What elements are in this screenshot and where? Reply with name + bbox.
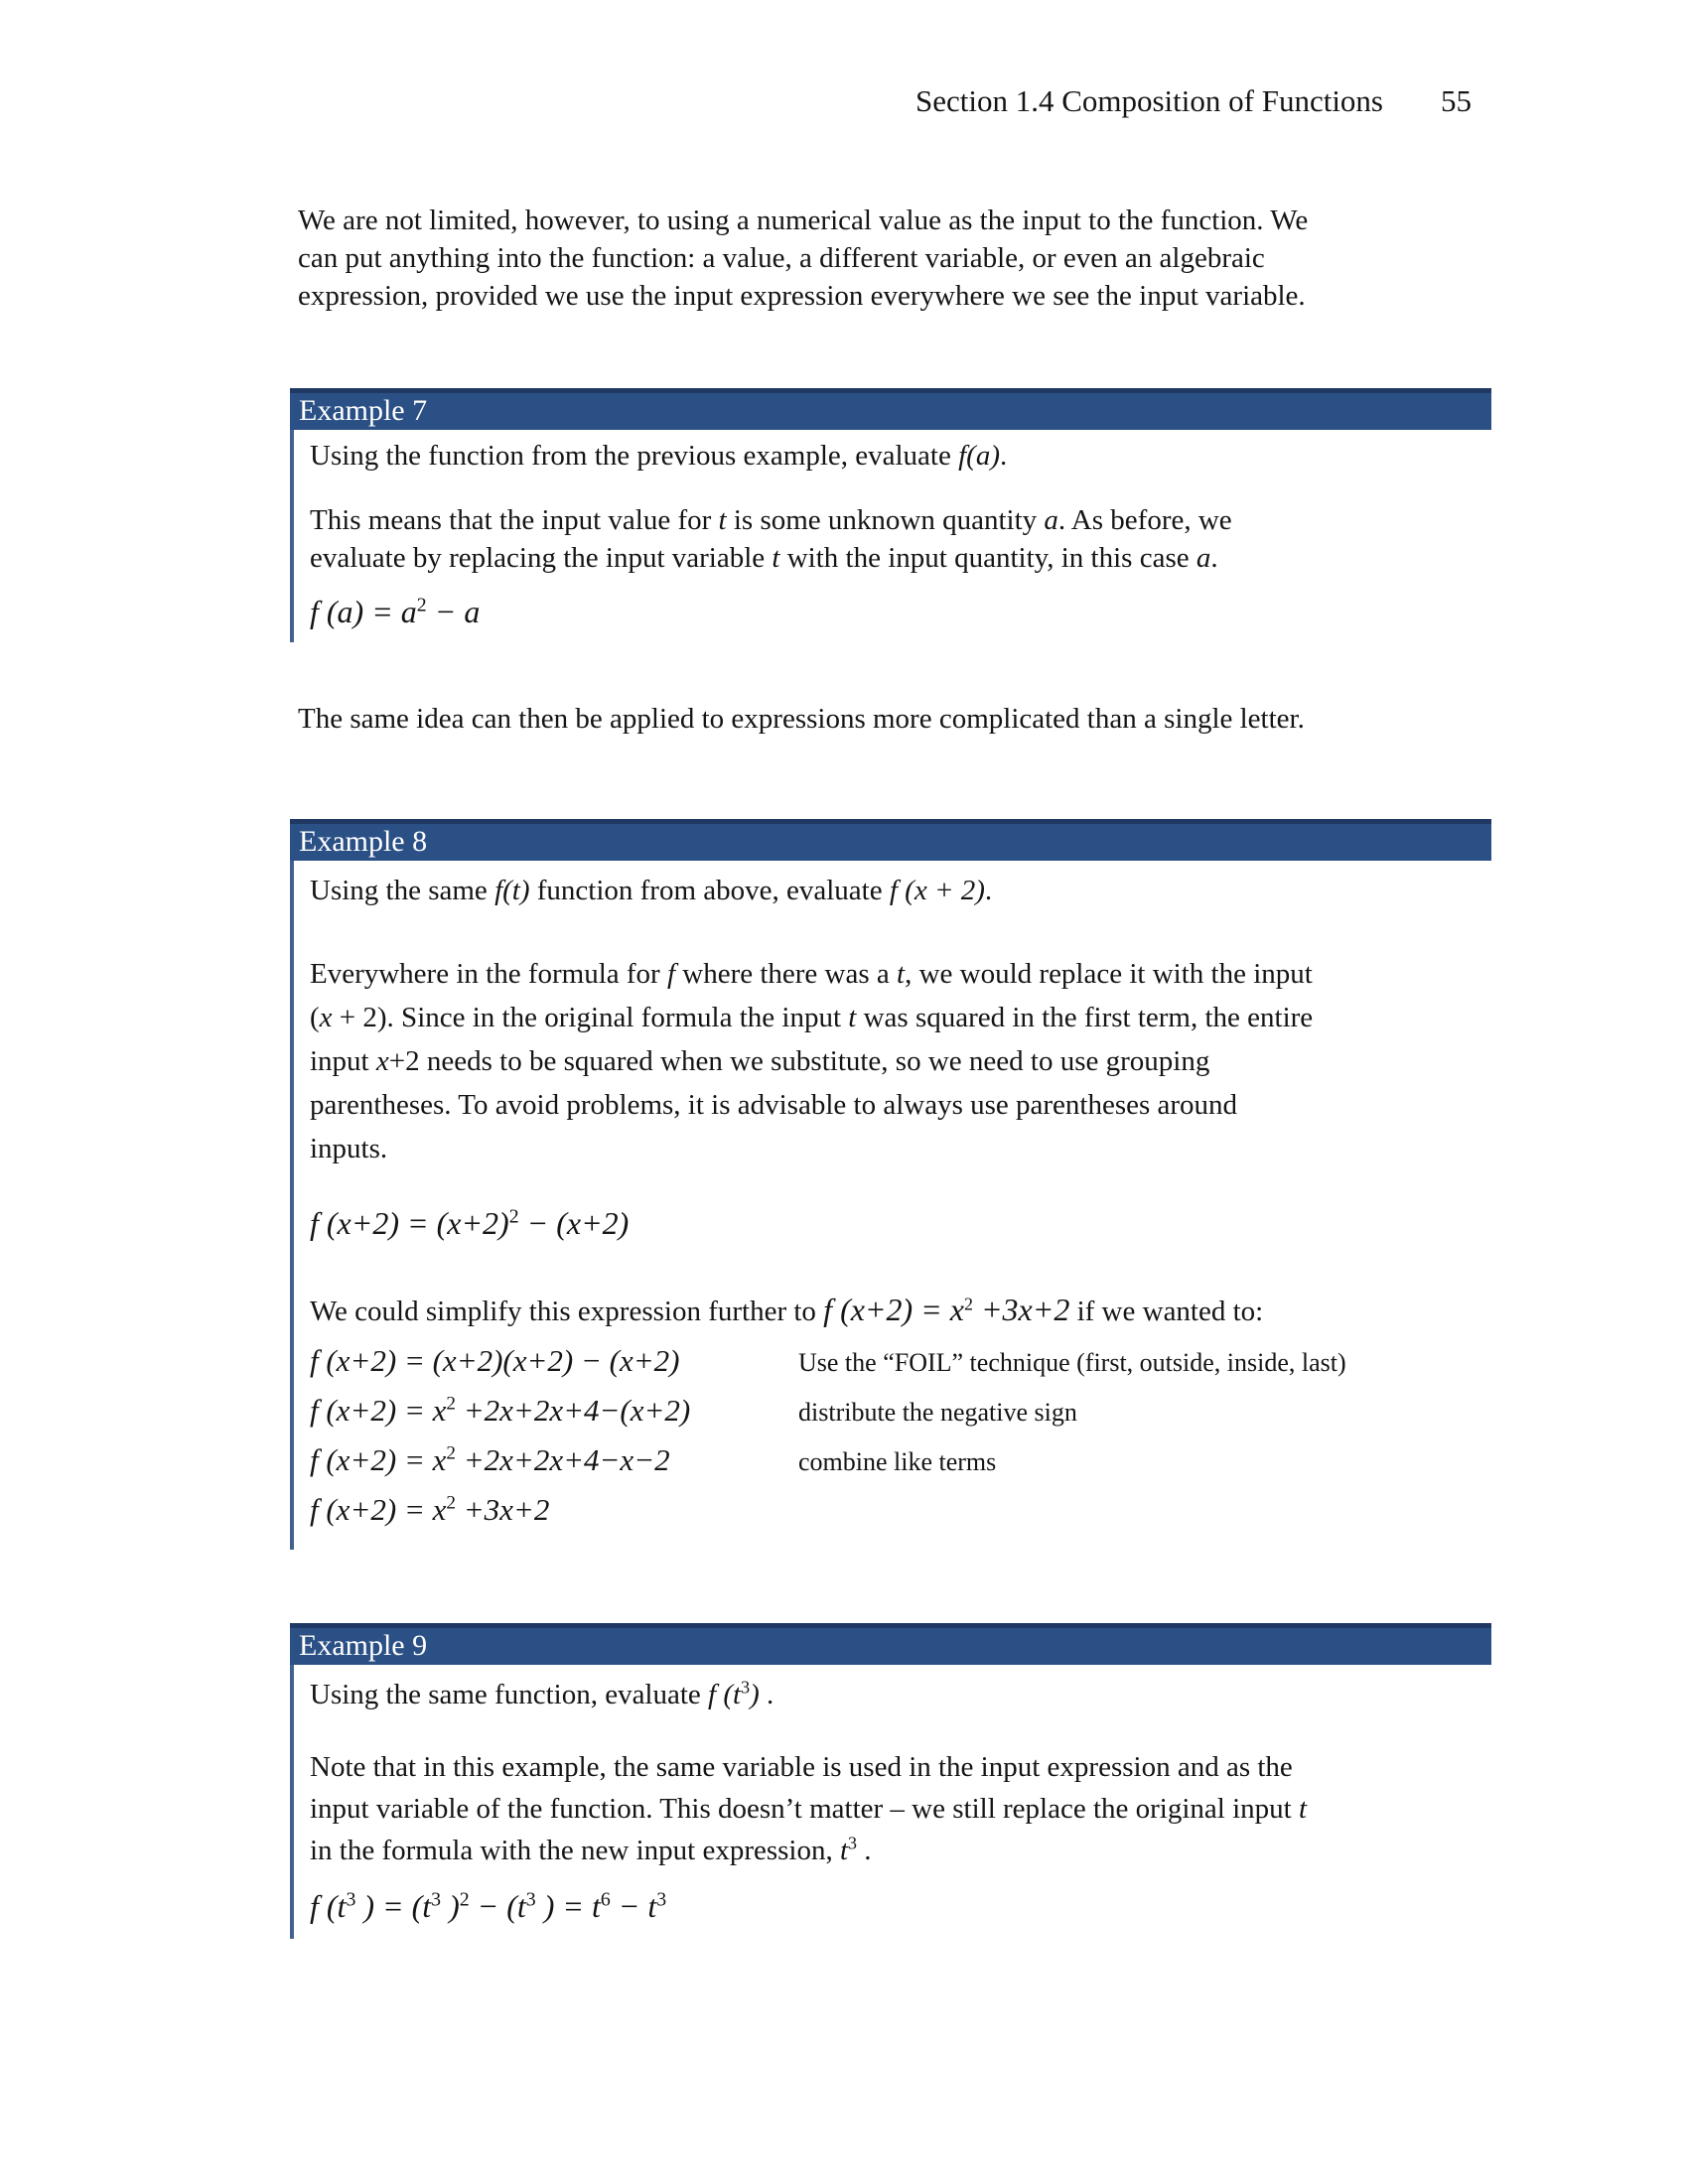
derivation-note: combine like terms	[798, 1447, 997, 1476]
page-number: 55	[1441, 83, 1472, 118]
example-8-formula: f $(x+2) = (x+2)^2 - (x+2)$	[310, 1205, 630, 1241]
example-9-label: Example 9	[299, 1629, 428, 1662]
example-7-body	[290, 430, 1491, 642]
example-7-explanation: This means that the input value for t is some unknown quantity a. As before, we evaluate by replacing the input variable t with the input quantity, in this case a.	[310, 504, 1232, 574]
derivation-row	[310, 1492, 1491, 1542]
example-8-explanation: Everywhere in the formula for f where there was a t, we would replace it with the input (x + 2). Since in the original formula the input t was squared in the first term, the entire input x+2 needs to be squared when we substitute, so we need to use grouping parentheses. To avoid problems, it is advisable to always use parentheses around inputs.	[310, 958, 1314, 1164]
example-8-header-bar	[290, 819, 1491, 861]
example-8-body	[290, 861, 1491, 1550]
example-9-body	[290, 1665, 1491, 1939]
derivation-row	[310, 1393, 1491, 1442]
example-9-formula: f ($t^3$ ) = ($t^3$ )$^2 - (t^3$ ) = $t^6 - t^3$	[310, 1888, 667, 1924]
example-9	[290, 1623, 1491, 1939]
example-8	[290, 819, 1491, 1550]
derivation-row	[310, 1343, 1491, 1393]
intro-paragraph: We are not limited, however, to using a numerical value as the input to the function. We can put anything into the function: a value, a different variable, or even an algebraic expression, provided we use the input expression everywhere we see the input variable.	[298, 205, 1309, 312]
derivation-note: Use the “FOIL” technique (first, outside, inside, last)	[798, 1348, 1346, 1377]
example-8-prompt: Using the same f(t) function from above, evaluate f (x + 2).	[310, 875, 993, 906]
example-7	[290, 388, 1491, 642]
page-header	[0, 83, 1472, 119]
derivation-note: distribute the negative sign	[798, 1398, 1077, 1427]
section-title: Section 1.4 Composition of Functions	[914, 83, 1383, 118]
example-7-formula: f $(a) = a^2 - a$	[310, 594, 481, 629]
example-9-explanation: Note that in this example, the same variable is used in the input expression and as the input variable of the function. This doesn’t matter – we still replace the original input t in the formula with the new input expression, $t^3$ .	[310, 1751, 1308, 1866]
example-9-header-bar	[290, 1623, 1491, 1665]
derivation-row	[310, 1442, 1491, 1492]
transition-paragraph: The same idea can then be applied to expressions more complicated than a single letter.	[298, 703, 1305, 735]
derivation-formula: f $(x+2) = x^2 +2x+2x+4-(x+2)$	[310, 1393, 691, 1428]
example-9-prompt: Using the same function, evaluate f $(t^3)$ .	[310, 1677, 774, 1710]
derivation-formula: f $(x+2) = x^2 +2x+2x+4-x-2$	[310, 1442, 670, 1477]
example-8-label: Example 8	[299, 825, 428, 858]
example-7-prompt: Using the function from the previous example, evaluate f(a).	[310, 440, 1008, 472]
derivation-formula: f (x+2) = (x+2)(x+2) − (x+2)	[310, 1343, 680, 1378]
example-7-header-bar	[290, 388, 1491, 430]
example-8-simplify-line: We could simplify this expression further to f $(x+2) = x^2 +3x+2$ if we wanted to:	[310, 1292, 1264, 1327]
derivation-formula: f $(x+2) = x^2 +3x+2$	[310, 1492, 550, 1527]
example-7-label: Example 7	[299, 394, 428, 427]
derivation-steps	[310, 1343, 1491, 1542]
